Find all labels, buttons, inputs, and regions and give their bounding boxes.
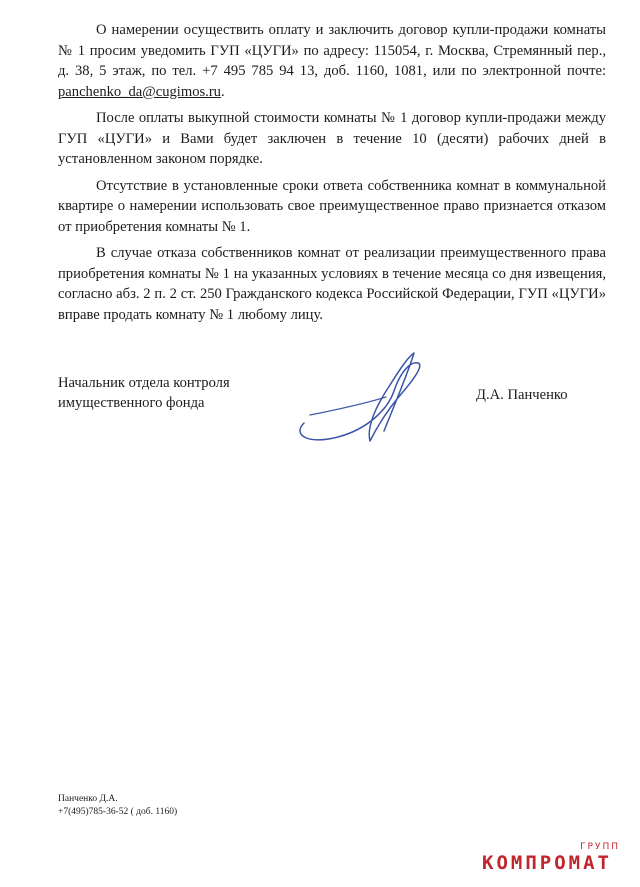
paragraph-notification-text: О намерении осуществить оплату и заключить договор купли-продажи комнаты № 1 просим уведомить ГУП «ЦУГИ» по адресу: 115054, г. Москва, Стремянный пер., д. 38, 5 этаж, по тел. +7 495 785 94 13, доб. 1160, 1081, или по электронной почте: bbox=[58, 22, 606, 79]
email-link[interactable]: panchenko_da@cugimos.ru bbox=[58, 83, 221, 100]
signatory-title bbox=[58, 373, 230, 413]
paragraph-refusal: В случае отказа собственников комнат от реализации преимущественного права приобретения комнаты № 1 на указанных условиях в течение месяца со дня извещения, согласно абз. 2 п. 2 ст. 250 Гражданского кодекса Российской Федерации, ГУП «ЦУГИ» вправе продать комнату № 1 любому лицу. bbox=[58, 245, 606, 323]
executor-phone: +7(495)785-36-52 ( доб. 1160) bbox=[58, 806, 178, 817]
handwritten-signature bbox=[290, 345, 440, 455]
paragraph-notification bbox=[58, 20, 606, 102]
executor-name: Панченко Д.А. bbox=[58, 794, 118, 804]
paragraph-notification-end: . bbox=[220, 83, 225, 100]
signatory-title-line-1: Начальник отдела контроля bbox=[58, 375, 230, 391]
watermark-top-text: ГРУПП bbox=[580, 842, 620, 852]
executor-block bbox=[58, 793, 177, 818]
signatory-name: Д.А. Панченко bbox=[476, 387, 568, 403]
watermark-main-text: КОМПРОМАТ bbox=[482, 852, 612, 874]
letter-body bbox=[58, 20, 606, 331]
signatory-title-line-2: имущественного фонда bbox=[58, 395, 205, 411]
paragraph-no-response: Отсутствие в установленные сроки ответа собственника комнат в коммунальной квартире о намерении использовать свое преимущественное право признается отказом от приобретения комнаты № 1. bbox=[58, 177, 606, 235]
paragraph-contract-term: После оплаты выкупной стоимости комнаты № 1 договор купли-продажи между ГУП «ЦУГИ» и Вами будет заключен в течение 10 (десяти) рабочих дней в установленном законом порядке. bbox=[58, 110, 606, 167]
watermark-logo bbox=[470, 842, 630, 876]
